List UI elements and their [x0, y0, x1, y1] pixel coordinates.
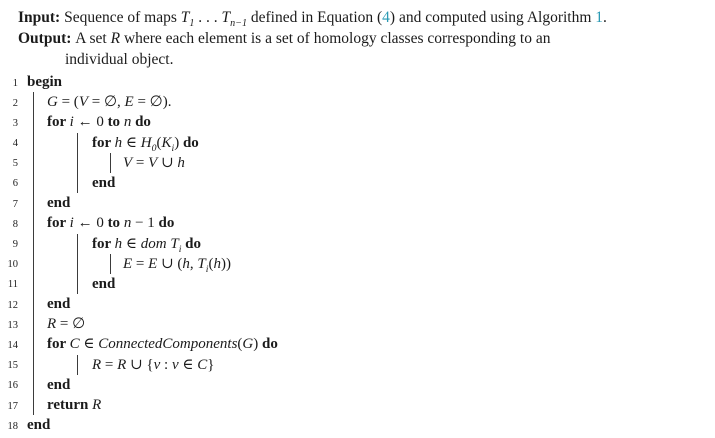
- keyword: end: [27, 417, 51, 434]
- code-text: [47, 112, 151, 132]
- math-variable: h: [114, 235, 123, 252]
- pseudocode-block: [0, 72, 715, 435]
- line-number: 3: [12, 117, 18, 129]
- text: = ∅: [56, 316, 86, 333]
- indent-rule: [110, 254, 111, 274]
- text: A set: [75, 30, 111, 47]
- keyword: Input:: [18, 9, 65, 26]
- algorithm-header: [0, 7, 715, 70]
- math-variable: v: [171, 356, 179, 373]
- keyword: for: [47, 215, 70, 232]
- indent-rule: [33, 334, 34, 354]
- text: ∈: [79, 336, 99, 353]
- text: (: [156, 134, 162, 151]
- keyword: Output:: [18, 30, 76, 47]
- math-variable: dom: [140, 235, 171, 252]
- math-variable: R: [47, 316, 57, 333]
- text: Sequence of maps: [64, 9, 181, 26]
- line-number: 14: [7, 339, 18, 351]
- indent-rule: [110, 153, 111, 173]
- code-text: [47, 193, 70, 213]
- text: }: [207, 356, 215, 373]
- code-text: [47, 213, 174, 233]
- code-text: [47, 294, 70, 314]
- keyword: end: [92, 275, 116, 292]
- line-number: 15: [7, 360, 18, 372]
- algo-line-18: [0, 415, 715, 435]
- indent-rule: [33, 395, 34, 415]
- math-variable: $H_0$: [140, 134, 157, 154]
- line-number: 6: [12, 178, 18, 190]
- line-number: 18: [7, 420, 18, 432]
- keyword: to: [107, 114, 121, 131]
- algo-line-9: [0, 234, 715, 254]
- keyword: do: [158, 215, 175, 232]
- text: = (: [57, 94, 79, 111]
- line-number: 12: [7, 299, 18, 311]
- math-variable: V: [78, 94, 88, 111]
- output-line: [0, 28, 715, 49]
- indent-rule: [77, 153, 78, 173]
- algo-line-14: [0, 334, 715, 354]
- code-text: [47, 334, 278, 354]
- math-variable: v: [153, 356, 161, 373]
- math-variable: h: [114, 134, 123, 151]
- text: − 1: [131, 215, 159, 232]
- text: (: [237, 336, 243, 353]
- line-number: 16: [7, 380, 18, 392]
- line-number: 7: [12, 198, 18, 210]
- math-variable: $K_i$: [161, 134, 175, 154]
- text: =: [132, 154, 149, 171]
- algorithm-1-link[interactable]: 1: [595, 9, 604, 26]
- algo-line-1: [0, 72, 715, 92]
- keyword: end: [47, 296, 71, 313]
- text: individual object.: [65, 51, 174, 68]
- code-text: [27, 415, 50, 435]
- math-variable: i: [69, 215, 74, 232]
- text: ← 0: [73, 215, 108, 232]
- line-number: 10: [7, 259, 18, 271]
- code-text: [92, 234, 201, 254]
- indent-rule: [77, 355, 78, 375]
- text: ∪: [157, 154, 178, 171]
- keyword: do: [182, 134, 199, 151]
- line-number: 17: [7, 400, 18, 412]
- code-text: [92, 355, 214, 375]
- line-number: 8: [12, 218, 18, 230]
- text: )): [220, 255, 231, 272]
- algo-line-5: [0, 153, 715, 173]
- text: ∈: [178, 356, 198, 373]
- math-variable: $T_i$: [197, 255, 209, 275]
- equation-4-link[interactable]: 4: [382, 9, 390, 26]
- indent-rule: [33, 274, 34, 294]
- keyword: do: [262, 336, 278, 353]
- algo-line-7: [0, 193, 715, 213]
- keyword: to: [107, 215, 121, 232]
- keyword: do: [135, 114, 151, 131]
- algo-line-4: [0, 133, 715, 153]
- algo-line-17: [0, 395, 715, 415]
- math-variable: G: [47, 94, 58, 111]
- algo-line-15: [0, 355, 715, 375]
- text: =: [132, 255, 149, 272]
- code-text: [123, 254, 231, 274]
- keyword: end: [47, 376, 71, 393]
- text: ,: [189, 255, 198, 272]
- code-text: [47, 395, 101, 415]
- indent-rule: [33, 254, 34, 274]
- line-number: 4: [12, 138, 18, 150]
- text: ∈: [122, 235, 141, 252]
- input-line: [0, 7, 715, 28]
- indent-rule: [33, 112, 34, 132]
- text: where each element is a set of homology classes corresponding to an: [120, 30, 551, 47]
- math-variable: h: [177, 154, 185, 171]
- keyword: for: [47, 336, 70, 353]
- math-variable: E: [123, 255, 133, 272]
- text: ∪ {: [126, 356, 154, 373]
- text: = ∅,: [87, 94, 125, 111]
- algo-line-6: [0, 173, 715, 193]
- indent-rule: [33, 213, 34, 233]
- text: ): [253, 336, 263, 353]
- math-variable: R: [92, 356, 102, 373]
- text: defined in Equation (: [247, 9, 383, 26]
- algo-line-12: [0, 294, 715, 314]
- line-number: 11: [7, 279, 18, 291]
- text: = ∅).: [133, 94, 172, 111]
- math-variable: V: [123, 154, 133, 171]
- keyword: for: [47, 114, 70, 131]
- indent-rule: [33, 294, 34, 314]
- code-text: [47, 314, 85, 334]
- math-variable: h: [182, 255, 190, 272]
- text: . . .: [194, 9, 222, 26]
- line-number: 5: [12, 158, 18, 170]
- math-variable: $T_{n-1}$: [221, 9, 248, 30]
- algo-line-11: [0, 274, 715, 294]
- keyword: end: [92, 174, 116, 191]
- algo-line-13: [0, 314, 715, 334]
- indent-rule: [33, 92, 34, 112]
- math-variable: ConnectedComponents: [98, 336, 238, 353]
- math-variable: i: [69, 114, 74, 131]
- code-text: [92, 173, 115, 193]
- keyword: do: [185, 235, 201, 252]
- math-variable: E: [124, 94, 134, 111]
- math-subscript: i: [171, 142, 175, 154]
- keyword: for: [92, 235, 115, 252]
- code-text: [92, 274, 115, 294]
- indent-rule: [77, 173, 78, 193]
- code-text: [92, 133, 199, 153]
- indent-rule: [77, 254, 78, 274]
- text: ∪ (: [157, 255, 183, 272]
- math-variable: n: [123, 215, 132, 232]
- math-variable: $T_i$: [170, 235, 182, 255]
- math-variable: E: [148, 255, 158, 272]
- indent-rule: [33, 193, 34, 213]
- indent-rule: [77, 133, 78, 153]
- indent-rule: [33, 133, 34, 153]
- code-text: [27, 72, 62, 92]
- text: ∈: [122, 134, 141, 151]
- indent-rule: [33, 314, 34, 334]
- math-subscript: 0: [151, 142, 157, 154]
- text: ) and computed using Algorithm: [389, 9, 596, 26]
- keyword: for: [92, 134, 115, 151]
- indent-rule: [33, 234, 34, 254]
- algo-line-10: [0, 254, 715, 274]
- code-text: [123, 153, 185, 173]
- math-subscript: i: [205, 263, 209, 275]
- text: ): [174, 134, 183, 151]
- line-number: 1: [12, 77, 18, 89]
- math-variable: R: [117, 356, 127, 373]
- text: ← 0: [73, 114, 108, 131]
- math-variable: R: [92, 397, 102, 413]
- indent-rule: [77, 234, 78, 254]
- math-variable: V: [148, 154, 158, 171]
- text: :: [160, 356, 172, 373]
- text: =: [101, 356, 118, 373]
- output-continuation-line: [0, 49, 715, 70]
- text: (: [208, 255, 214, 272]
- code-text: [47, 375, 70, 395]
- indent-rule: [33, 153, 34, 173]
- text: .: [603, 9, 607, 26]
- indent-rule: [77, 274, 78, 294]
- algo-line-3: [0, 112, 715, 132]
- math-variable: C: [197, 356, 208, 373]
- line-number: 2: [12, 97, 18, 109]
- math-subscript: 1: [189, 18, 195, 30]
- math-subscript: n−1: [230, 18, 248, 30]
- line-number: 13: [7, 319, 18, 331]
- math-subscript: i: [178, 243, 182, 255]
- indent-rule: [33, 355, 34, 375]
- math-variable: n: [123, 114, 132, 131]
- indent-rule: [33, 173, 34, 193]
- algo-line-2: [0, 92, 715, 112]
- math-variable: G: [242, 336, 254, 353]
- math-variable: C: [69, 336, 80, 353]
- keyword: begin: [27, 74, 63, 90]
- math-variable: h: [213, 255, 221, 272]
- keyword: end: [47, 195, 71, 212]
- algo-line-16: [0, 375, 715, 395]
- math-variable: R: [110, 30, 121, 47]
- math-variable: $T_1$: [180, 9, 195, 30]
- code-text: [47, 92, 171, 112]
- algo-line-8: [0, 213, 715, 233]
- indent-rule: [33, 375, 34, 395]
- keyword: return: [47, 397, 93, 413]
- line-number: 9: [12, 239, 18, 250]
